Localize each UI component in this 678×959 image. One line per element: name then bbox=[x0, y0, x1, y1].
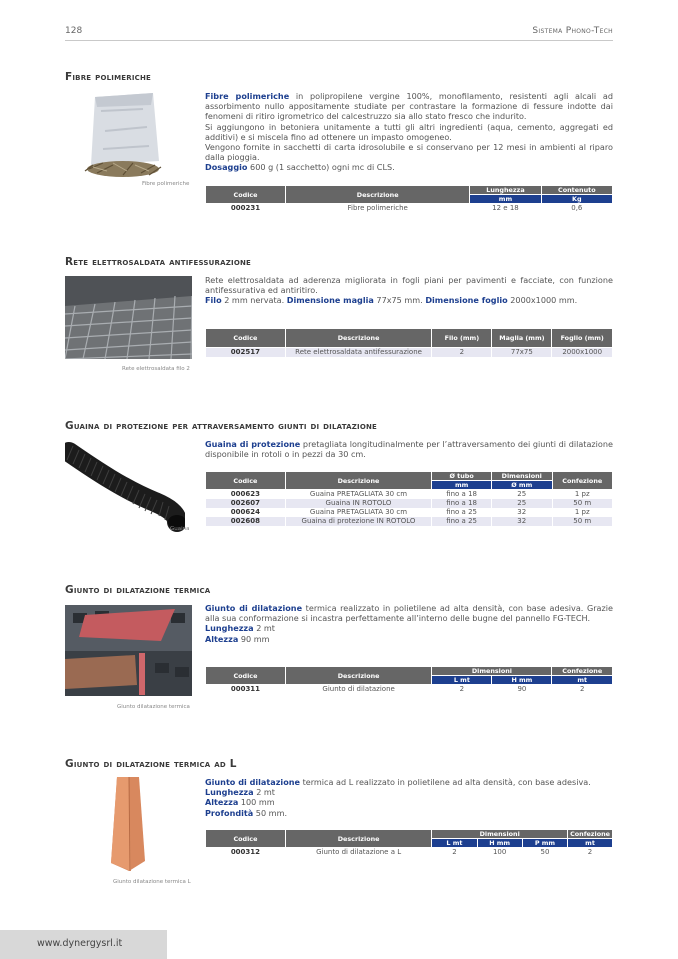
guaina-image bbox=[65, 440, 185, 532]
col-header: Descrizione bbox=[285, 667, 431, 685]
unit-header: L mt bbox=[432, 676, 492, 685]
cell: 2000x1000 bbox=[552, 348, 613, 358]
product-table bbox=[205, 328, 613, 357]
col-header: Codice bbox=[206, 830, 286, 848]
cell-code: 002608 bbox=[206, 517, 286, 526]
cell: 77x75 bbox=[492, 348, 552, 358]
unit-header: mm bbox=[470, 195, 541, 204]
unit-header: H mm bbox=[477, 839, 522, 848]
description-line: Dosaggio 600 g (1 sacchetto) ogni mc di CLS. bbox=[205, 162, 395, 173]
cell: 32 bbox=[492, 517, 552, 526]
description-line: Lunghezza 2 mt bbox=[205, 787, 275, 798]
col-header: Confezione bbox=[568, 830, 613, 839]
cell: 50 m bbox=[552, 517, 613, 526]
section-title: Fibre polimeriche bbox=[65, 71, 152, 83]
section-title: Giunto di dilatazione termica bbox=[65, 584, 211, 596]
unit-header: mt bbox=[552, 676, 613, 685]
cell: 2 bbox=[432, 348, 492, 358]
table-row bbox=[206, 517, 613, 526]
cell: 2 bbox=[432, 685, 492, 695]
col-header: Dimensioni bbox=[492, 472, 552, 481]
col-header: Maglia (mm) bbox=[492, 329, 552, 348]
page-footer bbox=[0, 930, 167, 959]
cell: 25 bbox=[492, 490, 552, 500]
cell: fino a 18 bbox=[432, 499, 492, 508]
product-table bbox=[205, 829, 613, 857]
col-header: Dimensioni bbox=[432, 830, 568, 839]
cell: 2 bbox=[432, 848, 477, 858]
table-row bbox=[206, 204, 613, 214]
col-header: Foglio (mm) bbox=[552, 329, 613, 348]
page-number: 128 bbox=[65, 26, 83, 36]
description-line: Giunto di dilatazione termica realizzato in polietilene ad alta densità, con base adesiva. Grazie alla sua conformazione si incastra perfettamente all’interno delle bugne del pannello FG-TECH. bbox=[205, 603, 613, 624]
table-row bbox=[206, 348, 613, 358]
unit-header: Kg bbox=[541, 195, 612, 204]
table-row bbox=[206, 490, 613, 500]
col-header: Descrizione bbox=[285, 472, 431, 490]
cell: 50 bbox=[522, 848, 567, 858]
col-header: Codice bbox=[206, 329, 286, 348]
image-caption: Rete elettrosaldata filo 2 bbox=[122, 366, 190, 372]
section-title: Giunto di dilatazione termica ad L bbox=[65, 758, 237, 770]
image-caption: Guaina bbox=[170, 526, 190, 532]
image-caption: Fibre polimeriche bbox=[142, 181, 190, 187]
unit-header: P mm bbox=[522, 839, 567, 848]
table-row bbox=[206, 499, 613, 508]
product-table bbox=[205, 471, 613, 526]
description-line: Lunghezza 2 mt bbox=[205, 623, 275, 634]
cell-code: 002607 bbox=[206, 499, 286, 508]
rete-image bbox=[65, 276, 192, 359]
col-header: Confezione bbox=[552, 472, 613, 490]
description-line: Si aggiungono in betoniera unitamente a tutti gli altri ingredienti (aqua, cemento, aggregati ed additivi) e si miscela fino ad ottenere un impasto omogeneo. bbox=[205, 121, 613, 142]
description-line: Altezza 90 mm bbox=[205, 633, 270, 644]
description-line: Altezza 100 mm bbox=[205, 797, 275, 808]
col-header: Descrizione bbox=[285, 830, 431, 848]
cell: 90 bbox=[492, 685, 552, 695]
cell-code: 002517 bbox=[206, 348, 286, 358]
cell: 1 pz bbox=[552, 508, 613, 517]
description-line: Rete elettrosaldata ad aderenza migliorata in fogli piani per pavimenti e facciate, con funzione antifessurativa ed antiritiro. bbox=[205, 275, 613, 296]
col-header: Descrizione bbox=[286, 186, 470, 204]
product-table bbox=[205, 666, 613, 694]
section-guaina bbox=[65, 420, 613, 540]
cell-code: 000311 bbox=[206, 685, 286, 695]
cell: 100 bbox=[477, 848, 522, 858]
cell: 32 bbox=[492, 508, 552, 517]
unit-header: H mm bbox=[492, 676, 552, 685]
cell: Guaina IN ROTOLO bbox=[285, 499, 431, 508]
unit-header: mt bbox=[568, 839, 613, 848]
cell: 2 bbox=[552, 685, 613, 695]
cell-code: 000623 bbox=[206, 490, 286, 500]
cell: 1 pz bbox=[552, 490, 613, 500]
section-description bbox=[205, 91, 613, 173]
section-description bbox=[205, 439, 613, 459]
cell: 12 e 18 bbox=[470, 204, 541, 214]
cell-code: 000231 bbox=[206, 204, 286, 214]
page-header bbox=[65, 24, 613, 41]
cell: Guaina PRETAGLIATA 30 cm bbox=[285, 508, 431, 517]
footer-url[interactable]: www.dynergysrl.it bbox=[37, 938, 123, 949]
page-header-title: Sistema Phono-Tech bbox=[532, 26, 613, 36]
cell: Giunto di dilatazione a L bbox=[285, 848, 431, 858]
col-header: Filo (mm) bbox=[432, 329, 492, 348]
description-line: Profondità 50 mm. bbox=[205, 807, 288, 818]
col-header: Ø tubo bbox=[432, 472, 492, 481]
unit-header: L mt bbox=[432, 839, 477, 848]
col-header: Contenuto bbox=[541, 186, 612, 195]
section-rete-elettrosaldata bbox=[65, 256, 613, 376]
cell-code: 000624 bbox=[206, 508, 286, 517]
col-header: Codice bbox=[206, 667, 286, 685]
cell: Guaina di protezione IN ROTOLO bbox=[285, 517, 431, 526]
section-description bbox=[205, 275, 613, 306]
section-description bbox=[205, 777, 613, 818]
section-title: Rete elettrosaldata antifessurazione bbox=[65, 256, 252, 268]
col-header: Codice bbox=[206, 472, 286, 490]
section-fibre-polimeriche bbox=[65, 71, 613, 221]
section-description bbox=[205, 603, 613, 644]
cell-code: 000312 bbox=[206, 848, 286, 858]
description-line: Giunto di dilatazione termica ad L realizzato in polietilene ad alta densità, con base adesiva. bbox=[205, 777, 591, 787]
table-row bbox=[206, 685, 613, 695]
giunto-image bbox=[65, 605, 192, 696]
image-caption: Giunto dilatazione termica bbox=[117, 704, 190, 710]
cell: Giunto di dilatazione bbox=[285, 685, 431, 695]
table-row bbox=[206, 848, 613, 858]
description-line: Guaina di protezione pretagliata longitudinalmente per l’attraversamento dei giunti di dilatazione disponibile in rotoli o in pezzi da 30 cm. bbox=[205, 439, 613, 460]
cell: 0,6 bbox=[541, 204, 612, 214]
cell: fino a 18 bbox=[432, 490, 492, 500]
cell: fino a 25 bbox=[432, 508, 492, 517]
description-line: Fibre polimeriche in polipropilene vergine 100%, monofilamento, resistenti agli alcali ad assorbimento nullo appositamente studiate per contrastare la formazione di fessure indotte dai fenomeni di ritiro igrometrico del calcestruzzo sia allo stato fresco che indurito. bbox=[205, 91, 613, 122]
col-header: Lunghezza bbox=[470, 186, 541, 195]
giunto-l-image bbox=[109, 777, 149, 872]
unit-header: mm bbox=[432, 481, 492, 490]
col-header: Codice bbox=[206, 186, 286, 204]
col-header: Descrizione bbox=[285, 329, 432, 348]
product-table bbox=[205, 185, 613, 213]
cell: Fibre polimeriche bbox=[286, 204, 470, 214]
cell: 50 m bbox=[552, 499, 613, 508]
cell: 2 bbox=[568, 848, 613, 858]
fibre-bag-image bbox=[83, 91, 165, 179]
col-header: Confezione bbox=[552, 667, 613, 676]
image-caption: Giunto dilatazione termica L bbox=[113, 879, 191, 885]
table-row bbox=[206, 508, 613, 517]
section-giunto-dilatazione bbox=[65, 584, 613, 714]
description-line: Filo 2 mm nervata. Dimensione maglia 77x75 mm. Dimensione foglio 2000x1000 mm. bbox=[205, 295, 578, 306]
section-giunto-ad-l bbox=[65, 758, 613, 888]
description-line: Vengono fornite in sacchetti di carta idrosolubile e si conservano per 12 mesi in ambienti al riparo dalla pioggia. bbox=[205, 142, 613, 163]
cell: Guaina PRETAGLIATA 30 cm bbox=[285, 490, 431, 500]
unit-header: Ø mm bbox=[492, 481, 552, 490]
section-title: Guaina di protezione per attraversamento giunti di dilatazione bbox=[65, 420, 378, 432]
cell: 25 bbox=[492, 499, 552, 508]
cell: Rete elettrosaldata antifessurazione bbox=[285, 348, 432, 358]
cell: fino a 25 bbox=[432, 517, 492, 526]
col-header: Dimensioni bbox=[432, 667, 552, 676]
